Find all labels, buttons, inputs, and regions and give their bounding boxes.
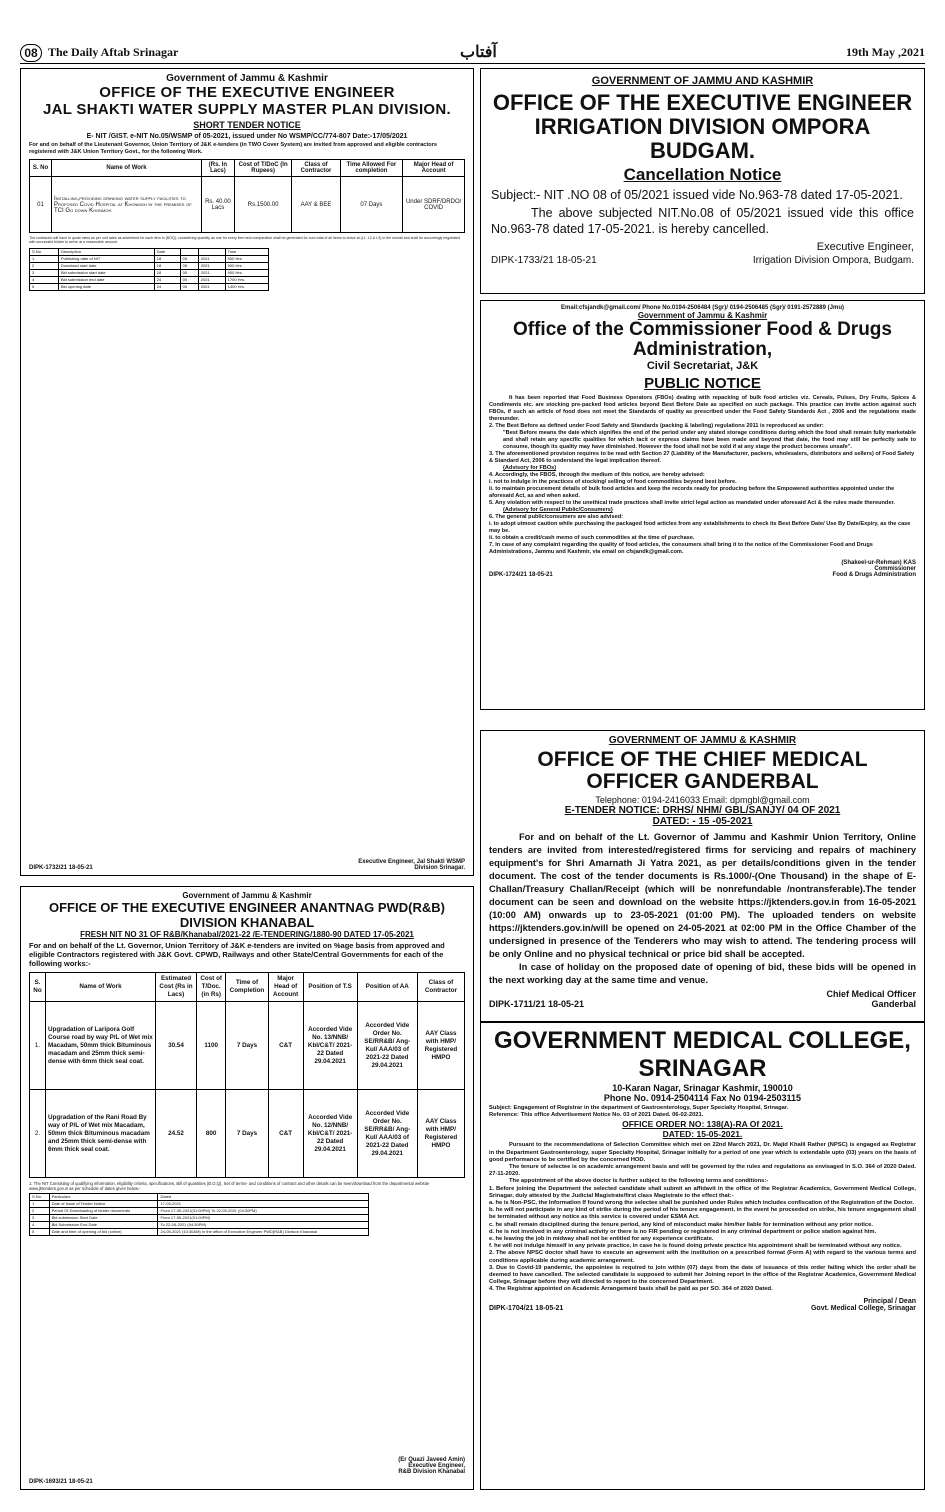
cell: Accorded Vide No. 12/NNB/ Kbl/C&T/ 2021-22 Dated 29.04.2021 [303,1090,357,1178]
col-tdoc: Cost of T/DoC (In Rupees) [234,160,292,177]
cell: 17-05-2021 [158,1201,369,1208]
col-cost: (Rs. In Lacs) [202,160,235,177]
cell: Rs. 40.00 Lacs [202,177,235,233]
paragraph: a. he is Non-PSC, the Information If found wrong the selectee shall be punished under Rules which includes confiscation of the Registration of the Doctor. [489,1200,914,1207]
notice-title: SHORT TENDER NOTICE [193,120,301,130]
signature-name: (Shakeel-ur-Rehman) KAS [841,560,916,566]
intro-text: For and on behalf of the Lt. Governor, Union Territory of J&K e-tenders are invited on %age basis from approved and eligible Contractors registered with J&K Govt. CPWD, Railways and other State/Central Governments for each of the following works:- [29,941,445,968]
cell: Upgradation of the Rani Road By way of P/L of Wet mix Macadam, 50mm thick Bituminous macadam and 25mm thick semi-dense with 6mm thick seal coat. [46,1090,156,1178]
cell: Accorded Vide Order No. SE/RR&B/ Ang-Kul/ AAA/03 of 2021-22 Dated 29.04.2021 [357,1090,417,1178]
cell: 05 [180,262,198,269]
cell: Accorded Vide Order No. SE/RR&B/ Ang-Kul/ AAA/03 of 2021-22 Dated 29.04.2021 [357,1002,417,1090]
reference: Reference: This office Advertisement Notice No. 03 of 2021 Dated. 06-02-2021. [489,1112,704,1119]
advisory-heading: (Advisory for General Public/Consumers) [503,507,613,513]
dipk-number: DIPK-1693/21 18-05-21 [29,1479,93,1485]
table-row [30,255,269,262]
table-row [30,1208,369,1215]
cell: 1100 [197,1002,226,1090]
signature-title: Executive Engineer, [816,241,914,253]
cell: 5 [30,1229,50,1236]
paragraph: i. to adopt utmost caution while purchasing the packaged food articles from any establishments to check its Best Before Date/ Use By Date/Expiry, as the case may be. [489,521,911,534]
govt-heading: GOVERNMENT OF JAMMU AND KASHMIR [591,75,814,87]
newspaper-logo: آفتاب [460,42,497,61]
signature-office: Govt. Medical College, Srinagar [810,1304,916,1312]
govt-heading: Government of Jammu & Kashmir [166,73,328,84]
phone-fax: Phone No. 0914-2504114 Fax No 0194-2503115 [603,1093,802,1103]
cell: AAY Class with HMP/ Registered HMPO [417,1002,464,1090]
page-number: 08 [20,44,42,62]
cell: 24-05-2021 (10:30AM) In the office of Executive Engineer PWD(R&B) Division Khanabal [158,1229,369,1236]
dipk-number: DIPK-1704/21 18-05-21 [489,1304,564,1312]
cell: Dated [158,1194,369,1201]
cell: Publishing date of NIT [58,255,154,262]
col-time: Time of Completion [226,973,268,1002]
paragraph: 3. Due to Covid-19 pandemic, the appointee is required to join within (07) days from the date of issuance of this order failing which the order shall be deemed to have cancelled. The selected candidate is supposed to submit her Joining report in the office of the Registrar Academics, Government Medical College, Srinagar before they will directed to report to the concerned Department. [489,1264,916,1286]
cell: 1. [30,1002,46,1090]
cell: 5 [30,283,59,290]
order-date: DATED: 15-05-2021. [662,1129,743,1140]
office-title: OFFICE OF THE EXECUTIVE ENGINEER [99,84,395,101]
cell: 2021 [198,269,225,276]
table-row [30,1215,369,1222]
col-class: Class of Contractor [417,973,464,1002]
cell: AAY & BEE [292,177,340,233]
quote: "Best Before means the date which signifies the end of the period under any stated storage conditions during which the food shall remain fully marketable and shall retain any specific qualities for which tacit or express claims have been made and beyond that date, the food may still be perfectly safe to consume, though its quality may have diminished. However the food shall not be sold if at any stage the product becomes unsafe". [503,430,916,450]
col-sno: S. No [30,160,52,177]
paragraph: The appointment of the above doctor is further subject to the following terms and conditions:- [509,1178,769,1185]
cell: 24 [154,276,180,283]
table-row [30,276,269,283]
gmc-srinagar-office-order [480,1022,925,1490]
paragraph: ii. to obtain a credit/cash memo of such commodities at the time of purchase. [489,535,695,541]
cell: 05 [180,255,198,262]
division-title: JAL SHAKTI WATER SUPPLY MASTER PLAN DIVISION. [43,101,451,118]
cell: 2 [30,1208,50,1215]
office-title: OFFICE OF THE EXECUTIVE ENGINEER [492,90,913,115]
col-sno: S. No [30,973,46,1002]
table-row [30,1002,465,1090]
cell: 30.54 [156,1002,197,1090]
food-drugs-public-notice [480,300,925,710]
schedule-table [29,248,269,291]
paragraph: 6. The general public/consumers are also advised: [489,514,623,520]
col-name: Name of Work [46,973,156,1002]
cell: Bid Submission End Date [49,1222,158,1229]
signature-title: Executive Engineer, [408,1463,465,1469]
table-row [30,283,269,290]
cell: Under SDRF/DRDO/ COVID [403,177,465,233]
table-row [30,1222,369,1229]
address: 10-Karan Nagar, Srinagar Kashmir, 190010 [612,1083,793,1093]
paragraph: c. he shall remain disciplined during the tenure period, any kind of misconduct make him/her liable for termination without any prior notice. [489,1221,873,1228]
dipk-number: DIPK-1732/21 18-05-21 [29,865,93,871]
cell: Bid opening date [58,283,154,290]
cell: 4 [30,276,59,283]
col-head: Major Head of Account [268,973,303,1002]
col-aa: Position of AA [357,973,417,1002]
col-time: Time Allowed For completion [340,160,403,177]
table-row [30,177,465,233]
table-header-row [30,160,465,177]
cell: Description [58,248,154,255]
cell: Download start date [58,262,154,269]
cell: Rs.1500.00 [234,177,292,233]
cell: Bid submission Start Date [49,1215,158,1222]
cell [180,248,198,255]
cell: 2021 [198,262,225,269]
paragraph: 7. In case of any complaint regarding the quality of food articles, the consumers shall bring it to the notice of the Commissioner Food and Drugs Administrations, Jammu and Kashmir, via email on cfsjandk@gmail.com. [489,542,873,555]
order-number: OFFICE ORDER NO: 138(A)-RA Of 2021. [622,1119,783,1130]
office-subtitle: Civil Secretariat, J&K [646,360,759,372]
cell: Date [154,248,180,255]
newspaper-header [20,42,925,64]
cell: 900 Hrs. [225,269,268,276]
notice-body-2: In case of holiday on the proposed date of opening of bid, these bids will be opened in the next working day at the same time and venue. [489,962,916,985]
works-table [29,972,465,1178]
notice-title: Cancellation Notice [623,165,782,184]
cell: Particulars [49,1194,158,1201]
nit-number: E- NIT /GIST. e-NIT No.05/WSMP of 05-2021, issued under No WSMP/CC/774-807 Date:-17/05/2021 [86,133,408,140]
terms-and-conditions [29,1238,465,1443]
division-title: IRRIGATION DIVISION OMPORA BUDGAM. [534,114,871,163]
cell: To 22-05-2021 (04:30PM) [158,1222,369,1229]
col-tdoc: Cost of T/Doc. (in Rs) [197,973,226,1002]
cmo-ganderbal-tender-notice [480,730,925,1022]
table-row [30,269,269,276]
govt-heading: Government of Jammu & Kashmir [182,891,312,900]
cell: 05 [180,283,198,290]
paragraph: ii. to maintain procurement details of bulk food articles and keep the records ready for producing before the Empowered authorities appointed under the aforesaid Act, as and when asked. [489,486,895,499]
cell: Installing,providing drinking water supply facilities to Proposed Covid Hospital at Khonmoh in the premises of TCI Go down Khonmoh [52,177,202,233]
nit-number: FRESH NIT NO 31 OF R&B/Khanabal/2021-22 /E-TENDERING/1880-90 DATED 17-05-2021 [80,930,414,939]
cell: 800 [197,1090,226,1178]
cell: 900 Hrs. [225,255,268,262]
signature-office: Ganderbal [871,999,916,1009]
irrigation-cancellation-notice [480,68,925,294]
notice-body: The above subjected NIT.No.08 of 05/2021 issued vide this office No.963-78 dated 17-05-2021. is hereby cancelled. [491,206,914,236]
signature-title: Chief Medical Officer [826,989,916,999]
govt-heading: Government of Jammu & Kashmir [637,311,768,320]
cell: 24.52 [156,1090,197,1178]
cell: From 17-05-2021(01:00PM) To 22-05-2021 (04:30PM) [158,1208,369,1215]
college-title: GOVERNMENT MEDICAL COLLEGE, SRINAGAR [494,1027,911,1082]
contact-line: Telephone: 0194-2416033 Email: dpmgbl@gmail.com [595,795,810,805]
cell: 7 Days [226,1090,268,1178]
cell: 1700 Hrs. [225,276,268,283]
table-row [30,1201,369,1208]
paragraph: f. he will not indulge himself in any private practice, in case he is found doing private practice his appointment shall be terminated without any notice. [489,1243,902,1250]
cell: From 17-05-2021(01:00PM) [158,1215,369,1222]
signature-office: Food & Drugs Administration [832,572,916,578]
fine-print-conditions: The contractor will have to quote rates as per unit rates as advertised for each item in (BOQ); considering quantity as one for every item and comparative shall be generated for sum total of all items to arrive at (L1, L2 & L3) in the overall and shall be accordingly negotiated with successful bidder to arrive at a reasonable amount. [29,236,461,245]
paragraph: 3. The aforementioned provision requires to be read with Section 27 (Liability of the Manufacturer, packers, wholesalers, distributors and sellers) of Food Safety & Standard Act, 2006 to understand the legal implication thereof. [489,451,915,464]
cell: 900 Hrs. [225,262,268,269]
cell: Bid submission start date [58,269,154,276]
cell: AAY Class with HMP/ Registered HMPO [417,1090,464,1178]
cell: Date and time of opening of bid (online) [49,1229,158,1236]
col-name: Name of Work [52,160,202,177]
col-ts: Position of T.S [303,973,357,1002]
contact-line: Email:cfsjandk@gmail.com/ Phone No.0194-2506484 (Sgr)/ 0194-2506485 (Sgr)/ 0191-2572889 (Jmu) [561,305,844,311]
signature-title: Principal / Dean [863,1297,916,1305]
cell [198,248,225,255]
signature-name: (Er Quazi Javeed Amin) [398,1457,465,1463]
paragraph: 1. Before joining the Department the selected candidate shall submit an affidavit in the office of the Registrar Academics, Government Medical College, Srinagar, duly attested by the Judicial Magistrate/first class Magistrate to the effect that:- [489,1185,916,1199]
col-est-cost: Estimated Cost (Rs in Lacs) [156,973,197,1002]
cell: S.No. [30,1194,50,1201]
cell: 05 [180,269,198,276]
cell: Time [225,248,268,255]
office-title: Office of the Commissioner Food & Drugs Administration, [513,319,892,360]
cell: 18 [154,262,180,269]
intro-text: For and on behalf of the Lieutenant Governor, Union Territory of J&K e-tenders (in TWO Cover System) are invited from approved and eligible contractors registered with J&K Union Territory Govt., for the following Work. [29,142,437,155]
notice-title: PUBLIC NOTICE [644,375,761,392]
cell: 1400 Hrs. [225,283,268,290]
cell: Accorded Vide No. 13/NNB/ Kbl/C&T/ 2021-22 Dated 29.04.2021 [303,1002,357,1090]
dipk-number: DIPK-1724/21 18-05-21 [489,572,553,578]
paragraph: d. he is not involved in any criminal activity or there is no FIR pending or registered in any criminal department or police station against him. [489,1228,877,1235]
paragraph: 2. The above NPSC doctor shall have to execute an agreement with the institution on a prescribed format (Form A) with regard to the various terms and conditions applicable during academic arrangement. [489,1250,916,1264]
cell: 2021 [198,276,225,283]
cell: 2021 [198,255,225,262]
paragraph: It has been reported that Food Business Operators (FBOs) dealing with repacking of bulk food articles viz. Cereals, Pulses, Dry Fruits, Spices & Condiments etc. are stocking pre-packed food articles beyond Best Before Date as specified on such package. This practice can invite action against such FBOs, if such an article of food does not meet the Standards of quality as prescribed under the Food Safety Standards Act , 2006 and the regulations made thereunder. [489,395,916,422]
table-row [30,1090,465,1178]
tender-date: DATED: - 15 -05-2021 [652,816,753,827]
pwd-khanabal-tender-notice [20,886,474,1490]
cell: 7 Days [226,1002,268,1090]
paragraph: The tenure of selectee is on academic arrangement basis and will be governed by the rules and regulations as envisaged in S.O. 364 of 2020 Dated. 27-11-2020. [489,1164,916,1178]
cell: C&T [268,1002,303,1090]
cell: 3 [30,1215,50,1222]
col-class: Class of Contractor [292,160,340,177]
subject: Subject:- NIT .NO 08 of 05/2021 issued vide No.963-78 dated 17-05-2021. [491,188,903,202]
jal-shakti-tender-notice [20,68,474,876]
work-table [29,159,465,233]
table-row [30,1194,369,1201]
table-header-row [30,973,465,1002]
cell: 18 [154,255,180,262]
cell: 2 [30,262,59,269]
cell: Upgradation of Laripora Golf Course road by way P/L of Wet mix Macadam, 50mm thick Bituminous macadam and 25mm thick semi-dense with 6mm thick seal coat. [46,1002,156,1090]
terms-and-conditions [29,294,465,794]
signature: Executive Engineer, Jal Shakti WSMP Division Srinagar. [358,859,465,871]
cell: 3 [30,269,59,276]
office-title: OFFICE OF THE EXECUTIVE ENGINEER ANANTNAG PWD(R&B) DIVISION KHANABAL [48,900,446,930]
paragraph: 5. Any violation with respect to the unethical trade practices shall invite strict legal action as mandated under aforesaid Act & the rules made thereunder. [489,500,895,506]
table-row [30,262,269,269]
cell: Date of Issue of Tender Notice [49,1201,158,1208]
notice-body: For and on behalf of the Lt. Governor of Jammu and Kashmir Union Territory, Online tenders are invited from interested/registered firms for servicing and repairs of machinery equipment's for Shri Amarnath Ji Yatra 2021, as per details/conditions given in the tender document. The cost of the tender documents is Rs.1000/-(One Thousand) in the shape of E-Challan/Treasury Challan/Receipt (which will be nonrefundable /nontransferable).The tender document can be seen and download on the website https://jktenders.gov.in from 16-05-2021 (10:00 AM) onwards up to 23-05-2021 (01:00 PM). The uploaded tenders on website https://jktenders.gov.in/will be opened on 24-05-2021 at 02:00 PM in the Office Chamber of the undersigned in presence of the Tenderers who may wish to attend. The tendering process will be only Online and no physical technical or price bid shall be accepted. [489,832,916,959]
subject: Subject: Engagement of Registrar in the department of Gastroenterology, Super Specialty Hospital, Srinagar. [489,1105,789,1111]
paragraph: b. he will not participate in any kind of strike during the period of his tenure engagement, in the event he proceeded on strike, his tenure engagement shall be terminated without any notice as this service is covered under ESMA Act. [489,1207,916,1221]
cell: Period Of Downloading of bidder documents [49,1208,158,1215]
paragraph: Pursuant to the recommendations of Selection Committee which met on 22nd March 2021, Dr. Majid Khalil Rather (NPSC) is engaged as Registrar in the Department Gastroenterology, super Specialty Hospital, Srinagar initially for a period of one year which is extendable upto (03) years on the basis of good performance to be certified by the concerned HOD. [489,1142,916,1163]
signature-title: Commissioner [874,566,916,572]
signature-office: R&B Division Khanabal [398,1469,465,1475]
newspaper-name: The Daily Aftab Srinagar [48,45,179,59]
office-title: OFFICE OF THE CHIEF MEDICAL OFFICER GANDERBAL [537,748,868,793]
cell: 1 [30,255,59,262]
paragraph: 4. Accordingly, the FBOS, through the medium of this notice, are hereby advised: [489,472,705,478]
tender-number: E-TENDER NOTICE: DRHS/ NHM/ GBL/SANJY/ 04 OF 2021 [564,805,841,816]
paragraph: e. he leaving the job in midway shall not be entitled for any experience certificate. [489,1236,714,1243]
dipk-number: DIPK-1733/21 18-05-21 [491,255,597,266]
cell: 05 [180,276,198,283]
govt-heading: GOVERNMENT OF JAMMU & KASHMIR [608,735,797,746]
advisory-heading: (Advisory for FBOs) [503,465,557,471]
paragraph: 2. The Best Before as defined under Food Safety and Standards (packing & labeling) regulations 2011 is reproduced as under: [489,423,824,429]
cell: C&T [268,1090,303,1178]
table-header-row [30,248,269,255]
cell: Bid submission end date [58,276,154,283]
table-row [30,1229,369,1236]
cell: 07 Days [340,177,403,233]
col-head: Major Head of Account [403,160,465,177]
issue-date: 19th May ,2021 [846,45,925,59]
nit-conditions: 1. The NIT Consisting of qualifying information, eligibility criteria, specifications, Bill of quantities (B.O.Q), Set of terms- and conditions of contract and other details can be seen/download from the departmental website www.jktenders.gov.in as per schedule of dates given below:- [29,1181,430,1191]
dipk-number: DIPK-1711/21 18-05-21 [489,999,585,1009]
schedule-table [29,1193,369,1236]
cell: 1 [30,1201,50,1208]
cell: 4 [30,1222,50,1229]
cell: 01 [30,177,52,233]
cell: 2021 [198,283,225,290]
paragraph: 4. The Registrar appointed on Academic Arrangement basis shall be paid as per SO. 364 of 2020 Dated. [489,1286,773,1293]
cell: 24 [154,283,180,290]
paragraph: i. not to indulge in the practices of stocking/ selling of food commodities beyond best before. [489,479,737,485]
cell: S.No. [30,248,59,255]
signature-office: Irrigation Division Ompora, Budgam. [752,255,914,266]
cell: 18 [154,269,180,276]
cell: 2. [30,1090,46,1178]
